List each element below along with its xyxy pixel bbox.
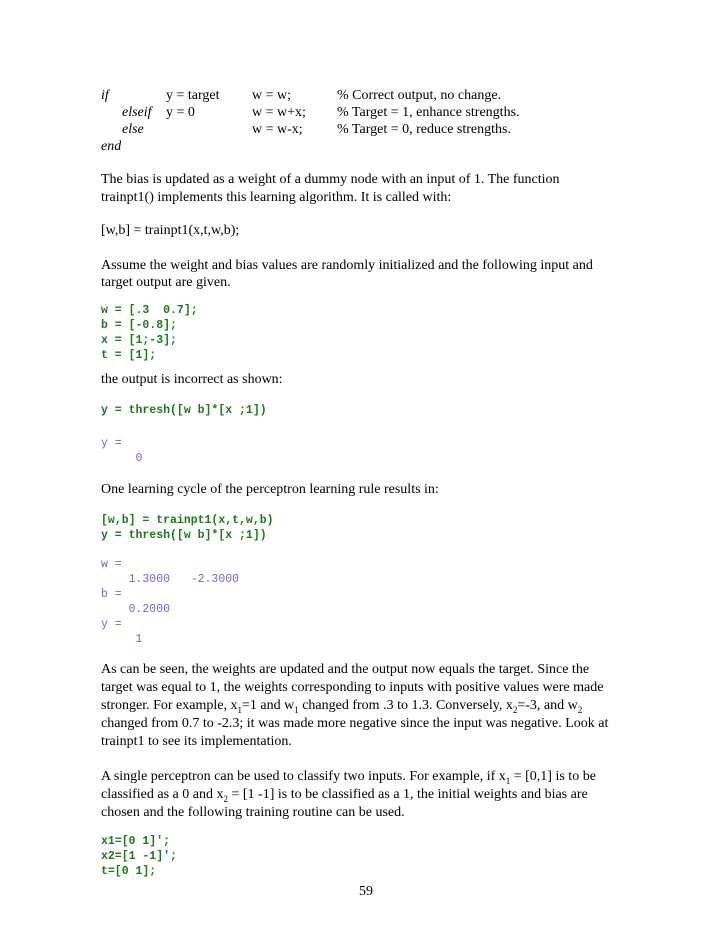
code-line: y = thresh([w b]*[x ;1]) xyxy=(101,529,267,542)
pseudo-condition: y = target xyxy=(166,88,220,103)
pseudo-action: w = w+x; xyxy=(252,105,306,120)
pseudo-keyword-elseif: elseif xyxy=(122,105,152,120)
output-line: 1.3000 -2.3000 xyxy=(101,573,240,586)
pseudo-keyword-end: end xyxy=(101,139,122,154)
pseudo-comment: % Target = 0, reduce strengths. xyxy=(337,122,511,137)
output-line: 0 xyxy=(101,452,143,465)
pseudo-keyword-if: if xyxy=(101,88,109,103)
paragraph-line: One learning cycle of the perceptron learning rule results in: xyxy=(101,482,439,497)
paragraph-line: As can be seen, the weights are updated and the output now equals the target. Since the xyxy=(101,662,590,677)
page-number: 59 xyxy=(359,884,373,899)
output-line: y = xyxy=(101,437,122,450)
paragraph-line: chosen and the following training routine can be used. xyxy=(101,805,405,820)
output-line: 1 xyxy=(101,633,143,646)
pseudo-comment: % Target = 1, enhance strengths. xyxy=(337,105,520,120)
paragraph-line: the output is incorrect as shown: xyxy=(101,372,283,387)
output-line: y = xyxy=(101,618,122,631)
output-line: 0.2000 xyxy=(101,603,171,616)
paragraph-line: target output are given. xyxy=(101,275,231,290)
paragraph-line: target was equal to 1, the weights corresponding to inputs with positive values were made xyxy=(101,680,604,695)
code-line: w = [.3 0.7]; xyxy=(101,304,198,317)
code-line: x2=[1 -1]'; xyxy=(101,850,177,863)
pseudo-condition: y = 0 xyxy=(166,105,195,120)
paragraph-line: stronger. For example, $x_1=1$ and $w_1$ changed from .3 to 1.3. Conversely, $x_2=-3$, and $w_2$ xyxy=(101,698,583,715)
code-line: x1=[0 1]'; xyxy=(101,835,171,848)
pseudo-action: w = w; xyxy=(252,88,292,103)
function-call-line: [w,b] = trainpt1(x,t,w,b); xyxy=(101,223,240,238)
pseudo-comment: % Correct output, no change. xyxy=(337,88,502,103)
paragraph-line: The bias is updated as a weight of a dummy node with an input of 1. The function xyxy=(101,172,560,187)
code-line: y = thresh([w b]*[x ;1]) xyxy=(101,404,267,417)
code-line: t = [1]; xyxy=(101,349,157,362)
code-line: t=[0 1]; xyxy=(101,865,157,878)
paragraph-line: classified as a 0 and $x_2 = [1$ -1] is to be classified as a 1, the initial weights and bias are xyxy=(101,787,588,804)
code-line: b = [-0.8]; xyxy=(101,319,177,332)
paragraph-line: Assume the weight and bias values are randomly initialized and the following input and xyxy=(101,258,593,273)
paragraph-line: trainpt1() implements this learning algorithm. It is called with: xyxy=(101,190,452,205)
paragraph-line: trainpt1 to see its implementation. xyxy=(101,734,292,749)
pseudo-keyword-else: else xyxy=(122,122,144,137)
pseudo-action: w = w-x; xyxy=(252,122,303,137)
code-line: [w,b] = trainpt1(x,t,w,b) xyxy=(101,514,274,527)
output-line: b = xyxy=(101,588,122,601)
code-line: x = [1;-3]; xyxy=(101,334,177,347)
paragraph-line: A single perceptron can be used to classify two inputs. For example, if $x_1 = [0,1]$ is to be xyxy=(101,769,596,786)
paragraph-line: changed from 0.7 to -2.3; it was made more negative since the input was negative. Look at xyxy=(101,716,609,731)
output-line: w = xyxy=(101,558,122,571)
